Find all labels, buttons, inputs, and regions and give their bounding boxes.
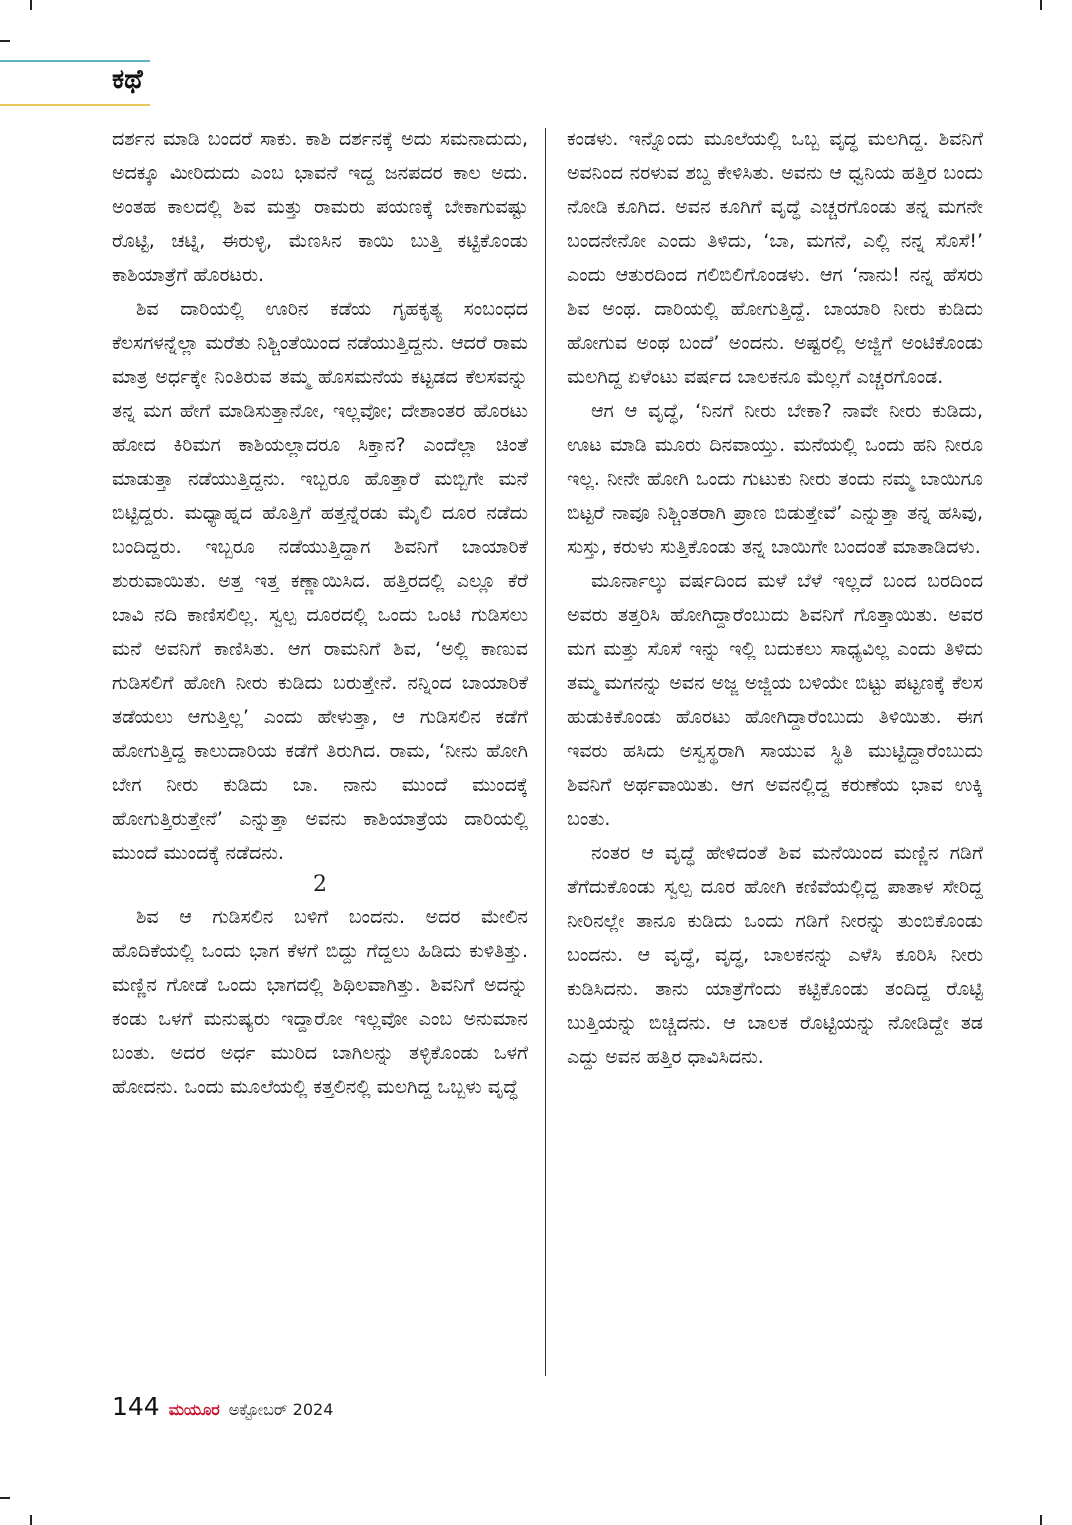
left-paragraph-2: ಶಿವ ದಾರಿಯಲ್ಲಿ ಊರಿನ ಕಡೆಯ ಗೃಹಕೃತ್ಯ ಸಂಬಂಧದ ಕೆಲಸಗಳನ್ನೆಲ್ಲಾ ಮರೆತು ನಿಶ್ಚಿಂತೆಯಿಂದ ನಡೆಯುತ್ತಿದ್ದನು. ಆದರೆ ರಾಮ ಮಾತ್ರ ಅರ್ಧಕ್ಕೇ ನಿಂತಿರುವ ತಮ್ಮ ಹೊಸಮನೆಯ ಕಟ್ಟಡದ ಕೆಲಸವನ್ನು ತನ್ನ ಮಗ ಹೇಗೆ ಮಾಡಿಸುತ್ತಾನೋ, ಇಲ್ಲವೋ; ದೇಶಾಂತರ ಹೊರಟು ಹೋದ ಕಿರಿಮಗ ಕಾಶಿಯಲ್ಲಾದರೂ ಸಿಕ್ತಾನ? ಎಂದೆಲ್ಲಾ ಚಿಂತೆ ಮಾಡುತ್ತಾ ನಡೆಯುತ್ತಿದ್ದನು. ಇಬ್ಬರೂ ಹೊತ್ತಾರೆ ಮಬ್ಬಿಗೇ ಮನೆ ಬಿಟ್ಟಿದ್ದರು. ಮಧ್ಯಾಹ್ನದ ಹೊತ್ತಿಗೆ ಹತ್ತನ್ನೆರಡು ಮೈಲಿ ದೂರ ನಡೆದು ಬಂದಿದ್ದರು. ಇಬ್ಬರೂ ನಡೆಯುತ್ತಿದ್ದಾಗ ಶಿವನಿಗೆ ಬಾಯಾರಿಕೆ ಶುರುವಾಯಿತು. ಅತ್ತ ಇತ್ತ ಕಣ್ಣಾಯಿಸಿದ. ಹತ್ತಿರದಲ್ಲಿ ಎಲ್ಲೂ ಕೆರೆ ಬಾವಿ ನದಿ ಕಾಣಿಸಲಿಲ್ಲ. ಸ್ವಲ್ಪ ದೂರದಲ್ಲಿ ಒಂದು ಒಂಟಿ ಗುಡಿಸಲು ಮನೆ ಅವನಿಗೆ ಕಾಣಿಸಿತು. ಆಗ ರಾಮನಿಗೆ ಶಿವ, ‘ಅಲ್ಲಿ ಕಾಣುವ ಗುಡಿಸಲಿಗೆ ಹೋಗಿ ನೀರು ಕುಡಿದು ಬರುತ್ತೇನೆ. ನನ್ನಿಂದ ಬಾಯಾರಿಕೆ ತಡೆಯಲು ಆಗುತ್ತಿಲ್ಲ’ ಎಂದು ಹೇಳುತ್ತಾ, ಆ ಗುಡಿಸಲಿನ ಕಡೆಗೆ ಹೋಗುತ್ತಿದ್ದ ಕಾಲುದಾರಿಯ ಕಡೆಗೆ ತಿರುಗಿದ. ರಾಮ, ‘ನೀನು ಹೋಗಿ ಬೇಗ ನೀರು ಕುಡಿದು ಬಾ. ನಾನು ಮುಂದೆ ಮುಂದಕ್ಕೆ ಹೋಗುತ್ತಿರುತ್ತೇನೆ’ ಎನ್ನುತ್ತಾ ಅವನು ಕಾಶಿಯಾತ್ರೆಯ ದಾರಿಯಲ್ಲಿ ಮುಂದೆ ಮುಂದಕ್ಕೆ ನಡೆದನು. <box>112 298 528 864</box>
crop-mark-left-upper <box>0 40 10 42</box>
right-paragraph-1: ಕಂಡಳು. ಇನ್ನೊಂದು ಮೂಲೆಯಲ್ಲಿ ಒಬ್ಬ ವೃದ್ಧ ಮಲಗಿದ್ದ. ಶಿವನಿಗೆ ಅವನಿಂದ ನರಳುವ ಶಬ್ದ ಕೇಳಿಸಿತು. ಅವನು ಆ ಧ್ವನಿಯ ಹತ್ತಿರ ಬಂದು ನೋಡಿ ಕೂಗಿದ. ಅವನ ಕೂಗಿಗೆ ವೃದ್ಧೆ ಎಚ್ಚರಗೊಂಡು ತನ್ನ ಮಗನೇ ಬಂದನೇನೋ ಎಂದು ತಿಳಿದು, ‘ಬಾ, ಮಗನೆ, ಎಲ್ಲಿ ನನ್ನ ಸೊಸೆ!’ ಎಂದು ಆತುರದಿಂದ ಗಲಿಬಿಲಿಗೊಂಡಳು. ಆಗ ‘ನಾನು! ನನ್ನ ಹೆಸರು ಶಿವ ಅಂಥ. ದಾರಿಯಲ್ಲಿ ಹೋಗುತ್ತಿದ್ದೆ. ಬಾಯಾರಿ ನೀರು ಕುಡಿದು ಹೋಗುವ ಅಂಥ ಬಂದೆ’ ಅಂದನು. ಅಷ್ಟರಲ್ಲಿ ಅಜ್ಜಿಗೆ ಅಂಟಿಕೊಂಡು ಮಲಗಿದ್ದ ಏಳೆಂಟು ವರ್ಷದ ಬಾಲಕನೂ ಮೆಲ್ಲಗೆ ಎಚ್ಚರಗೊಂಡ. <box>567 128 983 388</box>
page-number: 144 <box>112 1392 160 1421</box>
right-paragraph-2: ಆಗ ಆ ವೃದ್ಧೆ, ‘ನಿನಗೆ ನೀರು ಬೇಕಾ? ನಾವೇ ನೀರು ಕುಡಿದು, ಊಟ ಮಾಡಿ ಮೂರು ದಿನವಾಯ್ತು. ಮನೆಯಲ್ಲಿ ಒಂದು ಹನಿ ನೀರೂ ಇಲ್ಲ. ನೀನೇ ಹೋಗಿ ಒಂದು ಗುಟುಕು ನೀರು ತಂದು ನಮ್ಮ ಬಾಯಿಗೂ ಬಿಟ್ಟರೆ ನಾವೂ ನಿಶ್ಚಿಂತರಾಗಿ ಪ್ರಾಣ ಬಿಡುತ್ತೇವೆ’ ಎನ್ನುತ್ತಾ ತನ್ನ ಹಸಿವು, ಸುಸ್ತು, ಕರುಳು ಸುತ್ತಿಕೊಂಡು ತನ್ನ ಬಾಯಿಗೇ ಬಂದಂತೆ ಮಾತಾಡಿದಳು. <box>567 400 983 558</box>
crop-mark-top-right <box>1040 0 1042 10</box>
section-label: ಕಥೆ <box>112 64 143 95</box>
right-paragraph-4: ನಂತರ ಆ ವೃದ್ಧೆ ಹೇಳಿದಂತೆ ಶಿವ ಮನೆಯಿಂದ ಮಣ್ಣಿನ ಗಡಿಗೆ ತೆಗೆದುಕೊಂಡು ಸ್ವಲ್ಪ ದೂರ ಹೋಗಿ ಕಣಿವೆಯಲ್ಲಿದ್ದ ಪಾತಾಳ ಸೇರಿದ್ದ ನೀರಿನಲ್ಲೇ ತಾನೂ ಕುಡಿದು ಒಂದು ಗಡಿಗೆ ನೀರನ್ನು ತುಂಬಿಕೊಂಡು ಬಂದನು. ಆ ವೃದ್ಧೆ, ವೃದ್ಧ, ಬಾಲಕನನ್ನು ಎಳೆಸಿ ಕೂರಿಸಿ ನೀರು ಕುಡಿಸಿದನು. ತಾನು ಯಾತ್ರೆಗೆಂದು ಕಟ್ಟಿಕೊಂಡು ತಂದಿದ್ದ ರೊಟ್ಟಿ ಬುತ್ತಿಯನ್ನು ಬಿಚ್ಚಿದನು. ಆ ಬಾಲಕ ರೊಟ್ಟಿಯನ್ನು ನೋಡಿದ್ದೇ ತಡ ಎದ್ದು ಅವನ ಹತ್ತಿರ ಧಾವಿಸಿದನು. <box>567 842 983 1068</box>
magazine-logo: ಮಯೂರ <box>168 1400 220 1419</box>
crop-mark-bottom-left <box>30 1515 32 1525</box>
section-number: 2 <box>313 872 327 897</box>
page-footer <box>112 1392 333 1426</box>
right-paragraph-3: ಮೂರ್ನಾಲ್ಕು ವರ್ಷದಿಂದ ಮಳೆ ಬೆಳೆ ಇಲ್ಲದೆ ಬಂದ ಬರದಿಂದ ಅವರು ತತ್ತರಿಸಿ ಹೋಗಿದ್ದಾರೆಂಬುದು ಶಿವನಿಗೆ ಗೊತ್ತಾಯಿತು. ಅವರ ಮಗ ಮತ್ತು ಸೊಸೆ ಇನ್ನು ಇಲ್ಲಿ ಬದುಕಲು ಸಾಧ್ಯವಿಲ್ಲ ಎಂದು ತಿಳಿದು ತಮ್ಮ ಮಗನನ್ನು ಅವನ ಅಜ್ಜ ಅಜ್ಜಿಯ ಬಳಿಯೇ ಬಿಟ್ಟು ಪಟ್ಟಣಕ್ಕೆ ಕೆಲಸ ಹುಡುಕಿಕೊಂಡು ಹೊರಟು ಹೋಗಿದ್ದಾರೆಂಬುದು ತಿಳಿಯಿತು. ಈಗ ಇವರು ಹಸಿದು ಅಸ್ವಸ್ಥರಾಗಿ ಸಾಯುವ ಸ್ಥಿತಿ ಮುಟ್ಟಿದ್ದಾರೆಂಬುದು ಶಿವನಿಗೆ ಅರ್ಥವಾಯಿತು. ಆಗ ಅವನಲ್ಲಿದ್ದ ಕರುಣೆಯ ಭಾವ ಉಕ್ಕಿ ಬಂತು. <box>567 570 983 830</box>
crop-mark-bottom-right <box>1040 1515 1042 1525</box>
crop-mark-top-left <box>30 0 32 10</box>
header-rule-top <box>0 60 150 62</box>
column-divider <box>545 128 546 1376</box>
left-paragraph-3: ಶಿವ ಆ ಗುಡಿಸಲಿನ ಬಳಿಗೆ ಬಂದನು. ಅದರ ಮೇಲಿನ ಹೊದಿಕೆಯಲ್ಲಿ ಒಂದು ಭಾಗ ಕೆಳಗೆ ಬಿದ್ದು ಗೆದ್ದಲು ಹಿಡಿದು ಕುಳಿತಿತ್ತು. ಮಣ್ಣಿನ ಗೋಡೆ ಒಂದು ಭಾಗದಲ್ಲಿ ಶಿಥಿಲವಾಗಿತ್ತು. ಶಿವನಿಗೆ ಅದನ್ನು ಕಂಡು ಒಳಗೆ ಮನುಷ್ಯರು ಇದ್ದಾರೋ ಇಲ್ಲವೋ ಎಂಬ ಅನುಮಾನ ಬಂತು. ಅದರ ಅರ್ಧ ಮುರಿದ ಬಾಗಿಲನ್ನು ತಳ್ಳಿಕೊಂಡು ಒಳಗೆ ಹೋದನು. ಒಂದು ಮೂಲೆಯಲ್ಲಿ ಕತ್ತಲಿನಲ್ಲಿ ಮಲಗಿದ್ದ ಒಬ್ಬಳು ವೃದ್ಧೆ <box>112 906 528 1098</box>
right-column <box>567 122 983 1074</box>
crop-mark-left-lower <box>0 1497 10 1499</box>
left-paragraph-1: ದರ್ಶನ ಮಾಡಿ ಬಂದರೆ ಸಾಕು. ಕಾಶಿ ದರ್ಶನಕ್ಕೆ ಅದು ಸಮನಾದುದು, ಅದಕ್ಕೂ ಮೀರಿದುದು ಎಂಬ ಭಾವನೆ ಇದ್ದ ಜನಪದರ ಕಾಲ ಅದು. ಅಂತಹ ಕಾಲದಲ್ಲಿ ಶಿವ ಮತ್ತು ರಾಮರು ಪಯಣಕ್ಕೆ ಬೇಕಾಗುವಷ್ಟು ರೊಟ್ಟಿ, ಚಟ್ನಿ, ಈರುಳ್ಳಿ, ಮೆಣಸಿನ ಕಾಯಿ ಬುತ್ತಿ ಕಟ್ಟಿಕೊಂಡು ಕಾಶಿಯಾತ್ರೆಗೆ ಹೊರಟರು. <box>112 128 528 286</box>
issue-date: ಅಕ್ಟೋಬರ್ 2024 <box>228 1400 334 1419</box>
header-rule-bottom <box>0 104 150 106</box>
left-column <box>112 122 528 1104</box>
